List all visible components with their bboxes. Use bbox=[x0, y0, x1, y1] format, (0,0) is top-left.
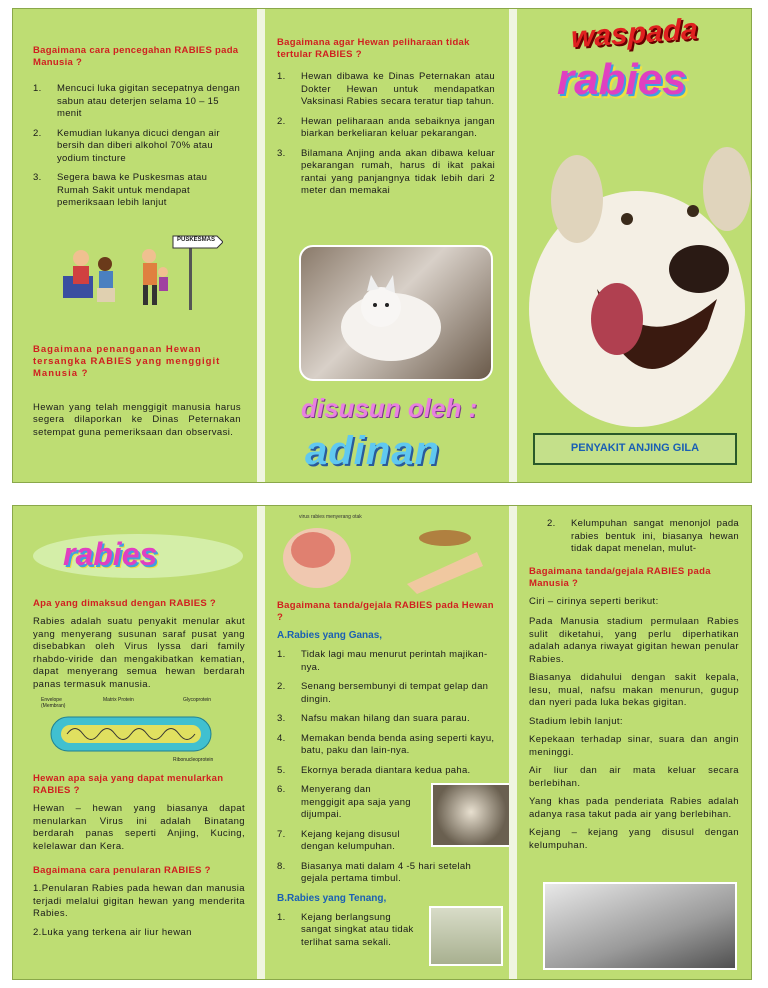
list-item: 1. Tidak lagi mau menurut perintah majikan-nya. bbox=[277, 649, 488, 673]
pet-protection-list bbox=[277, 71, 495, 198]
husky-photo bbox=[299, 245, 493, 381]
logo-rabies: rabies bbox=[557, 55, 687, 104]
human-symptoms-sensitivity: Kepekaan terhadap sinar, suara dan angin meninggi. bbox=[529, 734, 739, 758]
list-item: 2. Kelumpuhan sangat menonjol pada rabies bentuk ini, biasanya hewan tidak dapat menelan, mulut- bbox=[547, 518, 739, 554]
list-item: 8. Biasanya mati dalam 4 -5 hari setelah gejala pertama timbul. bbox=[277, 860, 472, 884]
hospital-patient-photo bbox=[543, 882, 737, 970]
top-col-1 bbox=[13, 9, 257, 482]
list-item: 2. Senang bersembunyi di tempat gelap dan dingin. bbox=[277, 681, 489, 705]
heading-pet-protection: Bagaimana agar Hewan peliharaan tidak tertular RABIES ? bbox=[277, 37, 470, 60]
human-symptoms-advanced-label: Stadium lebih lanjut: bbox=[529, 715, 623, 727]
puskesmas-sign-label: PUSKESMAS bbox=[177, 236, 216, 243]
logo-rabies-small: rabies bbox=[63, 536, 158, 572]
heading-human-symptoms: Bagaimana tanda/gejala RABIES pada Manusia ? bbox=[529, 565, 711, 589]
human-symptoms-convulsion: Kejang – kejang yang disusul dengan kelumpuhan. bbox=[529, 827, 739, 851]
human-symptoms-saliva: Air liur dan air mata keluar secara berlebihan. bbox=[529, 765, 739, 789]
list-item: 1. Hewan dibawa ke Dinas Peternakan atau Dokter Hewan untuk mendapatkan Vaksinasi Rabies secara teratur tiap tahun. bbox=[277, 71, 495, 107]
brochure-inner-side bbox=[12, 505, 752, 980]
brain-infection-diagram bbox=[277, 514, 499, 594]
fold-divider bbox=[257, 506, 265, 979]
snarling-dog-photo bbox=[431, 783, 509, 847]
list-item: 6. Menyerang dan menggigit apa saja yang dijumpai. bbox=[277, 784, 411, 820]
brochure-title: PENYAKIT ANJING GILA bbox=[533, 433, 737, 465]
transmission-text-2: 2.Luka yang terkena air liur hewan bbox=[33, 926, 192, 938]
heading-handling: Bagaimana penanganan Hewan tersangka RABIES yang menggigit Manusia ? bbox=[33, 343, 221, 379]
subheading-furious-rabies: A.Rabies yang Ganas, bbox=[277, 630, 383, 641]
list-item: 5. Ekornya berada diantara kedua paha. bbox=[277, 764, 471, 776]
transmission-text-1: 1.Penularan Rabies pada hewan dan manusia terjadi melalui gigitan hewan yang menderita Rabies. bbox=[33, 883, 245, 919]
list-item: 3. Segera bawa ke Puskesmas atau Rumah Sakit untuk mendapat pemeriksaan lebih lanjut bbox=[33, 172, 208, 208]
list-item: 4. Memakan benda benda asing seperti kayu, batu, paku dan lain-nya. bbox=[277, 732, 495, 756]
top-col-3 bbox=[517, 9, 753, 482]
heading-what-is-rabies: Apa yang dimaksud dengan RABIES ? bbox=[33, 598, 217, 609]
virus-label-envelope: Envelope (Membran) bbox=[41, 697, 66, 709]
dog-face-image bbox=[517, 119, 753, 429]
sick-dogs-photo bbox=[429, 906, 503, 966]
human-symptoms-signs: Biasanya didahului dengan sakit kepala, lesu, mual, nafsu makan menurun, gugup dan nyeri pada luka bekas gigitan. bbox=[529, 672, 739, 708]
diagram-caption: virus rabies menyerang otak bbox=[299, 514, 362, 520]
heading-prevention: Bagaimana cara pencegahan RABIES pada Manusia ? bbox=[33, 45, 239, 68]
which-animals-text: Hewan – hewan yang biasanya dapat menularkan Virus ini adalah Binatang berdarah panas seperti Anjing, Kucing, kelelawar dan Kera. bbox=[33, 803, 245, 852]
human-symptoms-hydrophobia: Yang khas pada penderiata Rabies adalah adanya rasa takut pada air yang berlebihan. bbox=[529, 796, 739, 820]
human-symptoms-early: Pada Manusia stadium permulaan Rabies sulit diketahui, yang perlu diperhatikan adalah adanya riwayat gigitan hewan penular Rabies. bbox=[529, 616, 739, 665]
prevention-list bbox=[33, 83, 241, 210]
virus-icon bbox=[41, 709, 241, 759]
virus-label-ribonucleo: Ribonucleoprotein bbox=[173, 757, 214, 763]
brochure-outer-side bbox=[12, 8, 752, 483]
fold-divider bbox=[257, 9, 265, 482]
subheading-dumb-rabies: B.Rabies yang Tenang, bbox=[277, 892, 387, 904]
what-is-rabies-text: Rabies adalah suatu penyakit menular akut yang menyerang susunan saraf pusat yang disebabkan oleh Virus lyssa dari family rhabdo-viride dan mengakibatkan kematian, dapat menyerang semua hewan berdarah panas termasuk manusia. bbox=[33, 616, 245, 690]
bottom-col-3 bbox=[517, 506, 753, 979]
dog-image-icon bbox=[301, 247, 491, 379]
clinic-illustration bbox=[53, 228, 241, 324]
list-item: 1. Kejang berlangsung sangat singkat atau tidak terlihat sama sekali. bbox=[277, 911, 414, 948]
virus-label-matrix: Matrix Protein bbox=[103, 697, 134, 703]
heading-transmission: Bagaimana cara penularan RABIES ? bbox=[33, 865, 211, 876]
list-item: 7. Kejang kejang disusul dengan kelumpuhan. bbox=[277, 828, 400, 852]
bottom-col-1 bbox=[13, 506, 257, 979]
logo-waspada: waspada bbox=[571, 12, 698, 55]
virus-diagram bbox=[33, 697, 245, 767]
brain-hand-icon bbox=[277, 522, 487, 594]
fold-divider bbox=[509, 9, 517, 482]
top-col-2 bbox=[265, 9, 509, 482]
furious-rabies-list bbox=[277, 649, 499, 886]
rabies-logo-oval bbox=[33, 534, 245, 586]
list-item: 1. Mencuci luka gigitan secepatnya dengan sabun atau deterjen selama 10 – 15 menit bbox=[33, 83, 241, 119]
handling-text: Hewan yang telah menggigit manusia harus segera dilaporkan ke Dinas Peternakan setempat guna pemeriksaan dan observasi. bbox=[33, 401, 241, 438]
heading-animal-symptoms: Bagaimana tanda/gejala RABIES pada Hewan ? bbox=[277, 600, 494, 623]
virus-label-glycoprotein: Glycoprotein bbox=[183, 697, 212, 703]
list-item: 3. Bilamana Anjing anda akan dibawa keluar pekarangan rumah, harus di ikat pakai rantai yang panjangnya tidak lebih dari 2 meter dan memakai bbox=[277, 147, 495, 196]
human-symptoms-intro: Ciri – cirinya seperti berikut: bbox=[529, 595, 659, 607]
list-item: 3. Nafsu makan hilang dan suara parau. bbox=[277, 713, 470, 724]
dumb-rabies-list-continued bbox=[547, 518, 739, 556]
author-name: adinan bbox=[305, 429, 440, 473]
heading-which-animals: Hewan apa saja yang dapat menularkan RABIES ? bbox=[33, 773, 224, 796]
bottom-col-2 bbox=[265, 506, 509, 979]
credit-label: disusun oleh : bbox=[301, 393, 478, 423]
list-item: 2. Hewan peliharaan anda sebaiknya jangan biarkan berkeliaran keluar pekarangan. bbox=[277, 115, 495, 139]
fold-divider bbox=[509, 506, 517, 979]
list-item: 2. Kemudian lukanya dicuci dengan air bersih dan diberi alkohol 70% atau yodium tincture bbox=[33, 127, 220, 164]
